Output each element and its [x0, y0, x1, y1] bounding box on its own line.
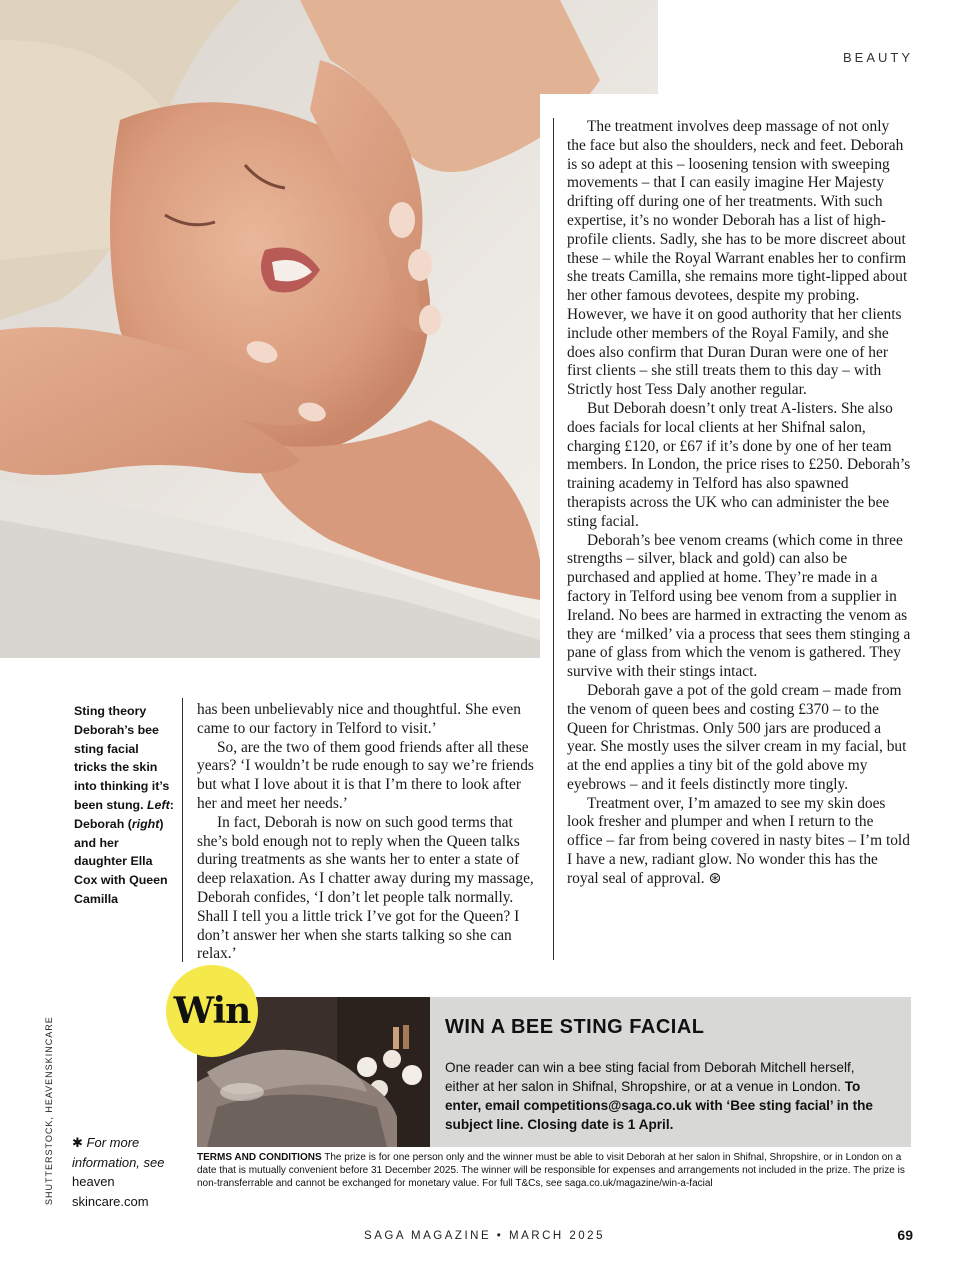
footer: SAGA MAGAZINE • MARCH 2025 [364, 1230, 605, 1242]
article-column-mid [197, 701, 541, 964]
more-info [72, 1133, 172, 1211]
terms-and-conditions [197, 1151, 911, 1191]
caption-text: : Deborah ( [74, 797, 174, 831]
more-info-lead: For more information, see [72, 1135, 165, 1170]
win-badge-text: Win [173, 990, 251, 1032]
caption-text: ) and her daughter Ella Cox with Queen Camilla [74, 816, 168, 906]
caption-text: Deborah’s bee sting facial tricks the skin into thinking it’s been stung. [74, 722, 170, 812]
paragraph: Deborah’s bee venom creams (which come in three strengths – silver, black and gold) can also be purchased and applied at home. They’re made in a factory in Telford using bee venom from a supplier in Ireland. No bees are harmed in extracting the venom as they are ‘milked’ via a process that sees them stinging a pane of glass from which the venom is gathered. They survive with their stings intact. [567, 531, 911, 681]
column-rule [182, 698, 183, 962]
terms-text: The prize is for one person only and the winner must be able to visit Deborah at her salon in Shifnal, Shropshire, or in London on a date that is mutually convenient before 31 December 2025. The winner will be responsible for expenses and arrangements not included in the prize. The prize is non-transferrable and cannot be exchanged for monetary value. For full T&Cs, see saga.co.uk/magazine/win-a-facial [197, 1152, 905, 1190]
paragraph: So, are the two of them good friends after all these years? ‘I wouldn’t be rude enough to say we’re friends but what I love about it is that I’m there to look after her and meet her needs.’ [197, 738, 534, 812]
paragraph: In fact, Deborah is now on such good terms that she’s bold enough not to reply when the Queen talks during treatments as she wants her to enter a state of deep relaxation. As I chatter away during my massage, Deborah confides, ‘I don’t let people talk normally. Shall I tell you a little trick I’ve got for the Queen? I don’t answer her when she starts talking so she can relax.’ [197, 813, 534, 963]
competition-body [445, 1058, 885, 1134]
column-rule [553, 118, 554, 960]
paragraph: has been unbelievably nice and thoughtful. She even came to our factory in Telford to visit.’ [197, 701, 521, 737]
paragraph: The treatment involves deep massage of not only the face but also the shoulders, neck and feet. Deborah is so adept at this – loosening tension with sweeping movements – that I can easily imagine Her Majesty drifting off during one of her treatments. With such expertise, it’s no wonder Deborah has a list of high-profile clients. Sadly, she has to be more discreet about these – while the Royal Warrant enables her to confirm she treats Camilla, she remains more tight-lipped about her other famous devotees, despite my probing. However, we have it on good authority that her clients include other members of the Royal Family, and she does also confirm that Duran Duran were one of her first clients – she still treats them to this day – with Strictly host Tess Daly another regular. [567, 118, 908, 399]
article-column-right [567, 118, 911, 889]
page-number: 69 [897, 1227, 913, 1243]
more-info-site[interactable]: heaven skincare.com [72, 1174, 149, 1209]
competition-title: WIN A BEE STING FACIAL [445, 1016, 705, 1038]
competition-entry: To enter, email competitions@saga.co.uk with ‘Bee sting facial’ in the subject line. Closing date is 1 April. [445, 1079, 873, 1132]
competition-text: One reader can win a bee sting facial from Deborah Mitchell herself, either at her salon in Shifnal, Shropshire, or at a venue in London. [445, 1060, 855, 1094]
paragraph: Treatment over, I’m amazed to see my skin does look fresher and plumper and when I return to the office – far from being covered in nasty bites – I’m told I have a new, radiant glow. No wonder this has the royal seal of approval. ⊛ [567, 794, 910, 887]
photo-caption [74, 702, 174, 909]
terms-label: TERMS AND CONDITIONS [197, 1152, 322, 1163]
caption-left: Left [146, 797, 170, 812]
photo-credit: SHUTTERSTOCK, HEAVENSKINCARE [44, 1016, 54, 1205]
section-label: BEAUTY [842, 50, 913, 65]
paragraph: Deborah gave a pot of the gold cream – made from the venom of queen bees and costing £370 – to the Queen for Christmas. Only 500 jars are produced a year. She mostly uses the silver cream in my facial, but at the end applies a tiny bit of the gold above my eyebrows – and it feels distinctly more tingly. [567, 681, 907, 793]
caption-right: right [131, 816, 160, 831]
win-badge [166, 965, 258, 1057]
star-icon: ✱ [72, 1135, 83, 1150]
paragraph: But Deborah doesn’t only treat A-listers. She also does facials for local clients at her Shifnal salon, charging £120, or £67 if it’s done by one of her team members. In London, the price rises to £250. Deborah’s training academy in Telford has also spawned therapists across the UK who can administer the bee sting facial. [567, 399, 911, 530]
caption-title: Sting theory [74, 704, 147, 718]
